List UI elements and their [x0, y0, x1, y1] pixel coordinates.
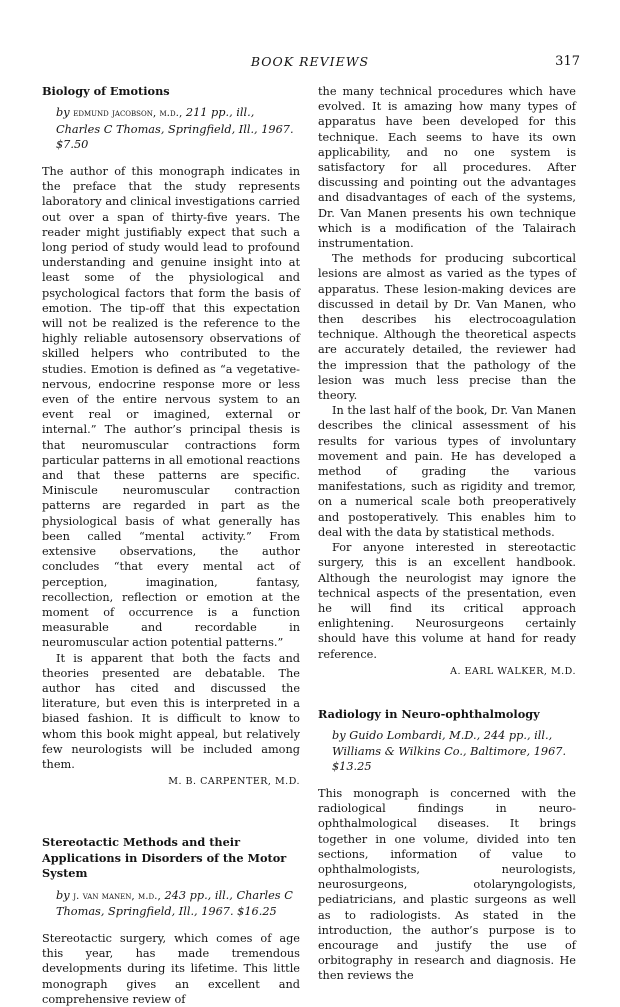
left-column [42, 84, 300, 1007]
review-title: Biology of Emotions [42, 84, 170, 98]
biblio-author: j. van manen, m.d., [73, 889, 161, 902]
page-header [40, 54, 580, 72]
review-title: Radiology in Neuro-ophthalmology [318, 706, 540, 721]
review-paragraph: For anyone interested in stereotactic surgery, this is an excellent handbook. Although the neurologist may ignore the technical aspects of the presentation, even he will find its critical approach enlightening. Neurosurgeons certainly should have this volume at hand for ready reference. [318, 541, 576, 661]
review-paragraph: It is apparent that both the facts and theories presented are debatable. The author has cited and discussed the literature, but even this is interpreted in a biased fashion. It is difficult to know to whom this book might appeal, but relatively few neurologists will be included among them. [42, 651, 300, 771]
reviewer-signature: A. EARL WALKER, M.D. [450, 665, 576, 677]
biblio-author: edmund jacobson, m.d., [73, 107, 183, 120]
biblio-prefix: by [56, 106, 74, 120]
biblio-details: 244 pp., ill., Williams & Wilkins Co., Baltimore, 1967. $13.25 [332, 729, 567, 773]
reviewer-signature: M. B. CARPENTER, M.D. [168, 776, 300, 788]
review-paragraph: Stereotactic surgery, which comes of age this year, has made tremendous developments during its lifetime. This little monograph gives an excellent and comprehensive review of [42, 931, 300, 1006]
section-spacer [42, 789, 300, 835]
review-paragraph: The methods for producing subcortical lesions are almost as varied as the types of apparatus. These lesion-making devices are discussed in detail by Dr. Van Manen, who then describes his electrocoagulation technique. Although the theoretical aspects are accurately detailed, the reviewer had the impression that the pathology of the lesion was much less precise than the theory. [318, 252, 576, 403]
page-number: 317 [555, 54, 580, 69]
biblio-prefix: by [56, 888, 74, 902]
biblio-details: 243 pp., ill., Charles C Thomas, Springfield, Ill., 1967. $16.25 [56, 888, 293, 918]
right-column [318, 84, 576, 984]
review-bibliography [42, 888, 300, 919]
section-spacer [318, 679, 576, 707]
review-paragraph: In the last half of the book, Dr. Van Manen describes the clinical assessment of his results for various types of involuntary movement and pain. He has developed a method of grading the various manifestations, such as rigidity and tremor, on a numerical scale both preoperatively and postoperatively. This enables him to deal with the data by statistical methods. [318, 404, 576, 539]
review-title: Stereotactic Methods and their Applications in Disorders of the Motor System [42, 835, 287, 881]
review-paragraph: the many technical procedures which have evolved. It is amazing how many types of apparatus have been developed for this technique. Each seems to have its own applicability, and no one system is satisfactory for all procedures. After discussing and pointing out the advantages and disadvantages of each of the systems, Dr. Van Manen presents his own technique which is a modification of the Talairach instrumentation. [318, 85, 576, 251]
review-bibliography [42, 105, 300, 152]
review-paragraph: The author of this monograph indicates in the preface that the study represents laboratory and clinical investigations carried out over a span of thirty-five years. The reader might justifiably expect that such a long period of study would lead to profound understanding and genuine insight into at least some of the physiological and psychological factors that form the basis of emotion. The tip-off that this expectation will not be realized is the reference to the highly reliable autosensory observations of skilled helpers who contributed to the studies. Emotion is defined as “a vegetative-nervous, endocrine response more or less even of the entire nervous system to an event real or imagined, external or internal.” The author’s principal thesis is that neuromuscular contractions form particular patterns in all emotional reactions and that these patterns are specific. Miniscule neuromuscular contraction patterns are regarded in part as the physiological basis of what generally has been called “mental activity.” From extensive observations, the author concludes “that every mental act of perception, imagination, fantasy, recollection, reflection or emotion at the moment of occurrence is a function measurable and recordable in neuromuscular action potential patterns.” [42, 165, 300, 650]
biblio-prefix: by [332, 729, 350, 743]
review-bibliography [318, 728, 576, 774]
biblio-details: 211 pp., ill., Charles C Thomas, Springfield, Ill., 1967. $7.50 [56, 106, 294, 151]
running-head: BOOK REVIEWS [250, 54, 370, 69]
review-paragraph: This monograph is concerned with the radiological findings in neuro-ophthalmological diseases. It brings together in one volume, divided into ten sections, information of value to ophthalmologists, neurologists, neurosurgeons, otolaryngologists, pediatricians, and plastic surgeons as well as to radiologists. As stated in the introduction, the author’s purpose is to encourage and justify the use of orbitography in research and diagnosis. He then reviews the [318, 786, 576, 983]
biblio-author: Guido Lombardi, M.D., [349, 729, 481, 743]
